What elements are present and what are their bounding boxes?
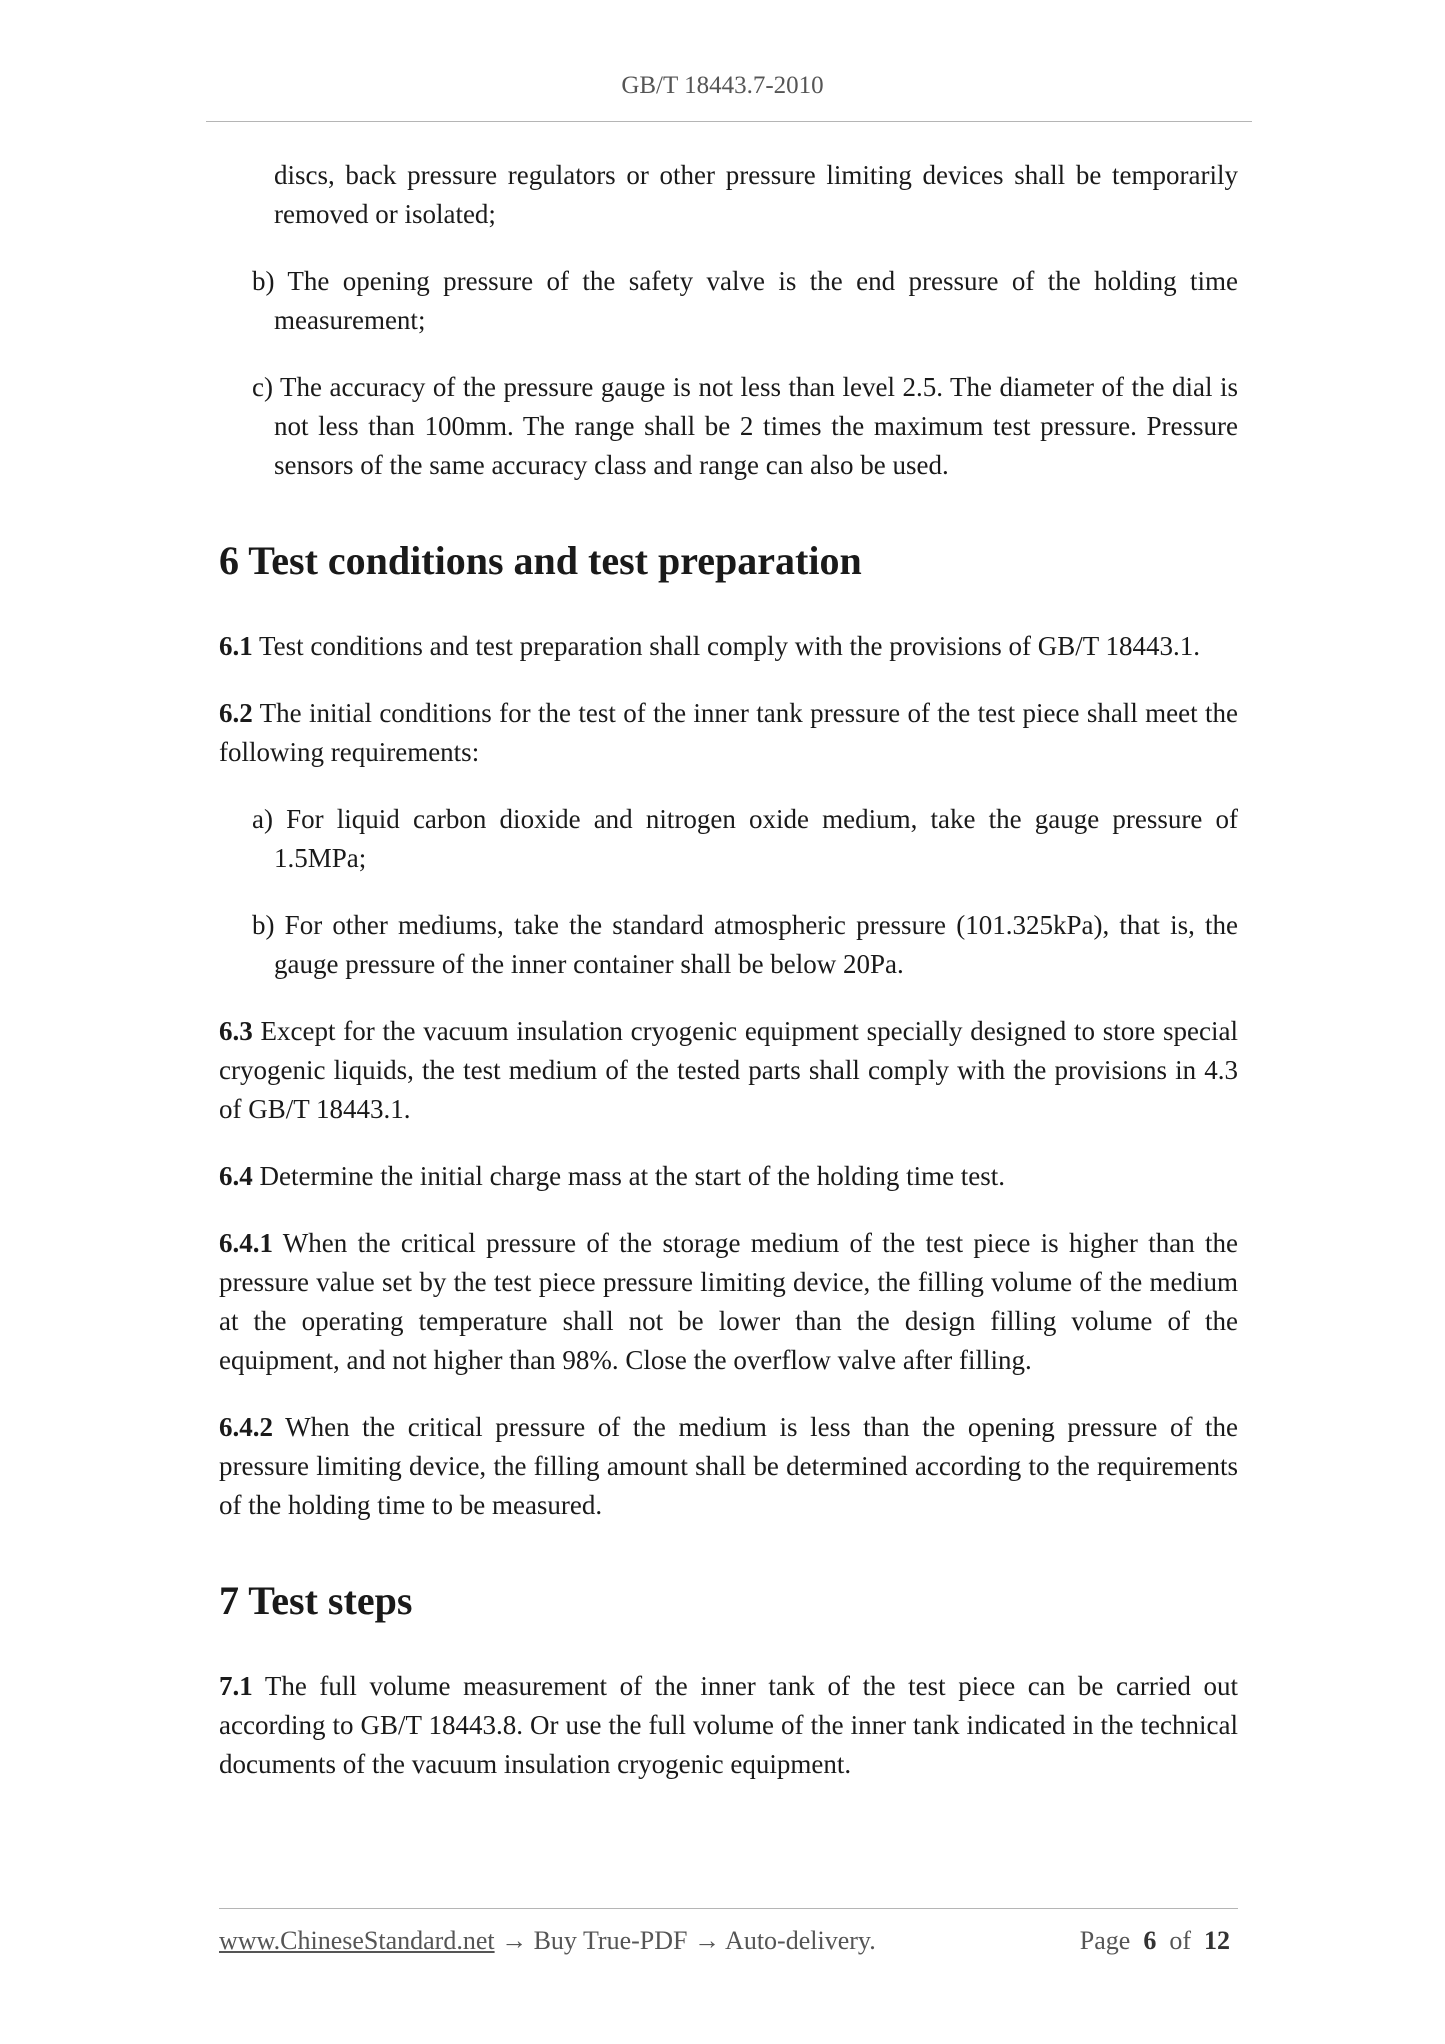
clause-number: 6.2 <box>219 698 253 728</box>
clause-text: When the critical pressure of the storage medium of the test piece is higher than the pressure value set by the test piece pressure limiting device, the filling volume of the medium at the operating temperature shall not be lower than the design filling volume of the equipment, and not higher than 98%. Close the overflow valve after filling. <box>219 1228 1238 1375</box>
page-header: GB/T 18443.7-2010 <box>621 72 824 99</box>
clause-7-1 <box>219 1667 1238 1784</box>
clause-6-4-1 <box>219 1224 1238 1380</box>
page-indicator <box>1080 1926 1230 1956</box>
clause-number: 7.1 <box>219 1671 253 1701</box>
list-item-a-continuation: discs, back pressure regulators or other pressure limiting devices shall be temporarily removed or isolated; <box>274 160 1238 229</box>
clause-text: The initial conditions for the test of the inner tank pressure of the test piece shall meet the following requirements: <box>219 698 1238 767</box>
page-label: Page <box>1079 1926 1131 1955</box>
document-body <box>219 156 1238 1812</box>
of-label: of <box>1169 1926 1191 1955</box>
current-page-number: 6 <box>1143 1926 1157 1955</box>
clause-number: 6.4.1 <box>219 1228 273 1258</box>
clause-6-2-item-a: a) For liquid carbon dioxide and nitrogen oxide medium, take the gauge pressure of 1.5MPa; <box>252 804 1238 873</box>
clause-6-2 <box>219 694 1238 772</box>
footer-promo <box>219 1926 876 1956</box>
clause-6-3 <box>219 1012 1238 1129</box>
list-item-b: b) The opening pressure of the safety valve is the end pressure of the holding time measurement; <box>252 266 1238 335</box>
header-divider <box>206 121 1252 122</box>
clause-number: 6.4 <box>219 1161 253 1191</box>
total-pages-number: 12 <box>1204 1926 1230 1955</box>
footer-promo-text: → Buy True-PDF → Auto-delivery. <box>494 1926 876 1955</box>
clause-text: Except for the vacuum insulation cryogenic equipment specially designed to store special cryogenic liquids, the test medium of the tested parts shall comply with the provisions in 4.3 of GB/T 18443.1. <box>219 1016 1238 1124</box>
clause-number: 6.1 <box>219 631 253 661</box>
website-link[interactable]: www.ChineseStandard.net <box>219 1926 495 1955</box>
section-6-heading: 6 Test conditions and test preparation <box>219 538 862 583</box>
list-item-c: c) The accuracy of the pressure gauge is not less than level 2.5. The diameter of the dial is not less than 100mm. The range shall be 2 times the maximum test pressure. Pressure sensors of the same accuracy class and range can also be used. <box>252 372 1238 480</box>
clause-text: Determine the initial charge mass at the start of the holding time test. <box>252 1161 1006 1191</box>
clause-6-4-2 <box>219 1408 1238 1525</box>
clause-text: Test conditions and test preparation shall comply with the provisions of GB/T 18443.1. <box>252 631 1201 661</box>
clause-6-2-item-b: b) For other mediums, take the standard atmospheric pressure (101.325kPa), that is, the gauge pressure of the inner container shall be below 20Pa. <box>252 910 1238 979</box>
clause-text: When the critical pressure of the medium is less than the opening pressure of the pressure limiting device, the filling amount shall be determined according to the requirements of the holding time to be measured. <box>219 1412 1238 1520</box>
clause-number: 6.4.2 <box>219 1412 273 1442</box>
clause-number: 6.3 <box>219 1016 253 1046</box>
clause-6-1 <box>219 627 1238 666</box>
clause-6-4 <box>219 1157 1238 1196</box>
section-7-heading: 7 Test steps <box>219 1578 413 1623</box>
clause-text: The full volume measurement of the inner tank of the test piece can be carried out according to GB/T 18443.8. Or use the full volume of the inner tank indicated in the technical documents of the vacuum insulation cryogenic equipment. <box>219 1671 1238 1779</box>
footer-divider <box>219 1908 1238 1909</box>
